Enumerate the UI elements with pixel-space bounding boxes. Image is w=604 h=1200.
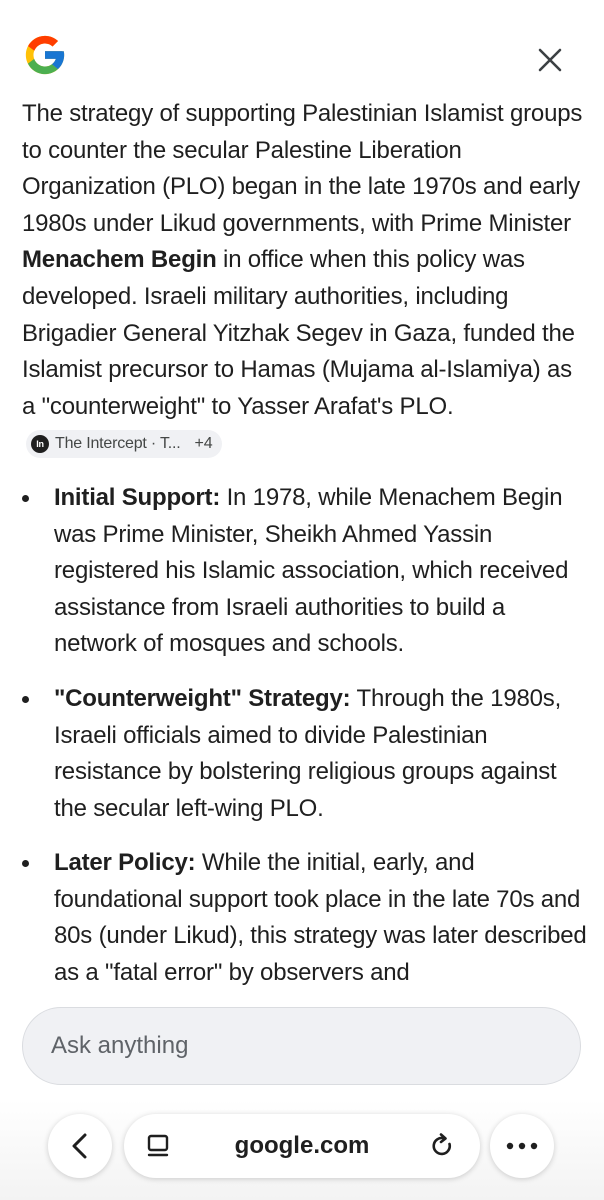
- back-button[interactable]: [48, 1114, 112, 1178]
- ai-answer: [22, 96, 588, 996]
- source-chip-more: +4: [194, 435, 213, 453]
- bullet-list: [22, 480, 588, 992]
- more-horizontal-icon: [506, 1142, 538, 1150]
- address-bar[interactable]: [124, 1114, 480, 1178]
- list-item: "Counterweight" Strategy: Through the 1980s, Israeli officials aimed to divide Palestinian resistance by bolstering religious groups against the secular left-wing PLO.: [22, 681, 588, 827]
- list-item: Later Policy: While the initial, early, and foundational support took place in the late 70s and 80s (under Likud), this strategy was later described as a "fatal error" by observers and: [22, 845, 588, 991]
- source-favicon-icon: In: [31, 435, 49, 453]
- url-text: google.com: [234, 1132, 370, 1159]
- list-item: Initial Support: In 1978, while Menachem Begin was Prime Minister, Sheikh Ahmed Yassin registered his Islamic association, which received assistance from Israeli authorities to build a network of mosques and schools.: [22, 480, 588, 663]
- close-button[interactable]: [528, 38, 572, 82]
- google-g-icon: [22, 32, 68, 78]
- close-icon: [537, 47, 563, 73]
- answer-intro: The strategy of supporting Palestinian Islamist groups to counter the secular Palestine Liberation Organization (PLO) began in the late 1970s and early 1980s under Likud governments, with Prime Minister Menachem Begin in office when this policy was developed. Israeli military authorities, including Brigadier General Yitzhak Segev in Gaza, funded the Islamist precursor to Hamas (Mujama al-Islamiya) as a "counterweight" to Yasser Arafat's PLO. In The Intercept · T... +4: [22, 96, 588, 462]
- source-chip-label: The Intercept · T...: [55, 435, 181, 453]
- reload-icon[interactable]: [428, 1132, 456, 1160]
- chevron-left-icon: [68, 1132, 92, 1160]
- ask-input[interactable]: [51, 1032, 580, 1060]
- source-chip[interactable]: [26, 430, 222, 458]
- ask-bar[interactable]: [22, 1007, 581, 1085]
- bold-name: Menachem Begin: [22, 246, 217, 274]
- more-button[interactable]: [490, 1114, 554, 1178]
- browser-toolbar: [0, 1100, 604, 1200]
